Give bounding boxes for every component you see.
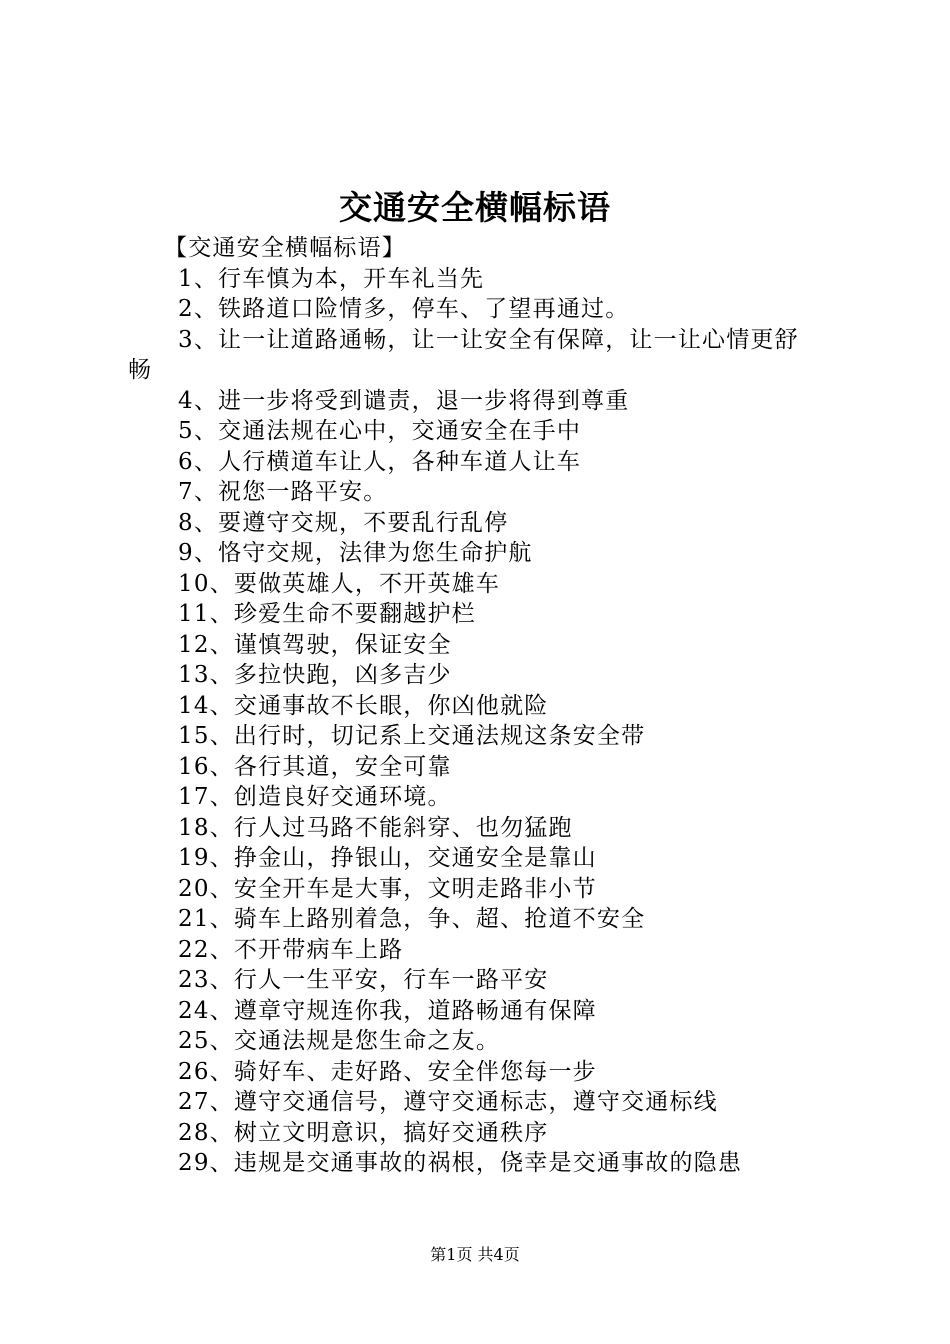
- list-item: 23、行人一生平安，行车一路平安: [178, 967, 549, 993]
- list-item: 12、谨慎驾驶，保证安全: [178, 631, 452, 658]
- list-item: 27、遵守交通信号，遵守交通标志，遵守交通标线: [178, 1089, 718, 1115]
- list-item: 15、出行时，切记系上交通法规这条安全带: [178, 723, 646, 749]
- page-number-footer: 第1页 共4页: [430, 1245, 520, 1264]
- list-item: 16、各行其道，安全可靠: [178, 753, 452, 780]
- list-item: 4、进一步将受到谴责，退一步将得到尊重: [178, 387, 630, 414]
- document-body: [128, 233, 840, 1179]
- list-item-continuation: 畅: [128, 357, 153, 383]
- list-item: 3、让一让道路通畅，让一让安全有保障，让一让心情更舒: [178, 326, 799, 353]
- list-item: 24、遵章守规连你我，道路畅通有保障: [178, 997, 597, 1024]
- list-item: 7、祝您一路平安。: [178, 479, 388, 505]
- list-item: 17、创造良好交通环境。: [178, 784, 452, 810]
- list-item: 25、交通法规是您生命之友。: [178, 1028, 501, 1054]
- document-title: 交通安全横幅标语: [339, 188, 611, 227]
- list-item: 5、交通法规在心中，交通安全在手中: [178, 418, 582, 444]
- list-item: 19、挣金山，挣银山，交通安全是靠山: [178, 845, 597, 871]
- list-item: 18、行人过马路不能斜穿、也勿猛跑: [178, 814, 573, 841]
- list-item: 28、树立文明意识，搞好交通秩序: [178, 1119, 549, 1146]
- list-item: 13、多拉快跑，凶多吉少: [178, 662, 452, 688]
- list-item: 29、违规是交通事故的祸根，侥幸是交通事故的隐患: [178, 1150, 743, 1176]
- list-item: 20、安全开车是大事，文明走路非小节: [178, 875, 597, 902]
- list-item: 10、要做英雄人，不开英雄车: [178, 570, 501, 597]
- list-item: 8、要遵守交规，不要乱行乱停: [178, 509, 509, 536]
- list-item: 21、骑车上路别着急，争、超、抢道不安全: [178, 906, 646, 932]
- list-item: 26、骑好车、走好路、安全伴您每一步: [178, 1058, 597, 1085]
- list-item: 22、不开带病车上路: [178, 936, 404, 963]
- list-item: 11、珍爱生命不要翻越护栏: [178, 601, 476, 627]
- list-item: 14、交通事故不长眼，你凶他就险: [178, 692, 549, 719]
- section-heading: 【交通安全横幅标语】: [164, 235, 406, 261]
- list-item: 1、行车慎为本，开车礼当先: [178, 265, 485, 292]
- list-item: 2、铁路道口险情多，停车、了望再通过。: [178, 296, 630, 322]
- list-item: 9、恪守交规，法律为您生命护航: [178, 540, 533, 566]
- list-item: 6、人行横道车让人，各种车道人让车: [178, 448, 582, 475]
